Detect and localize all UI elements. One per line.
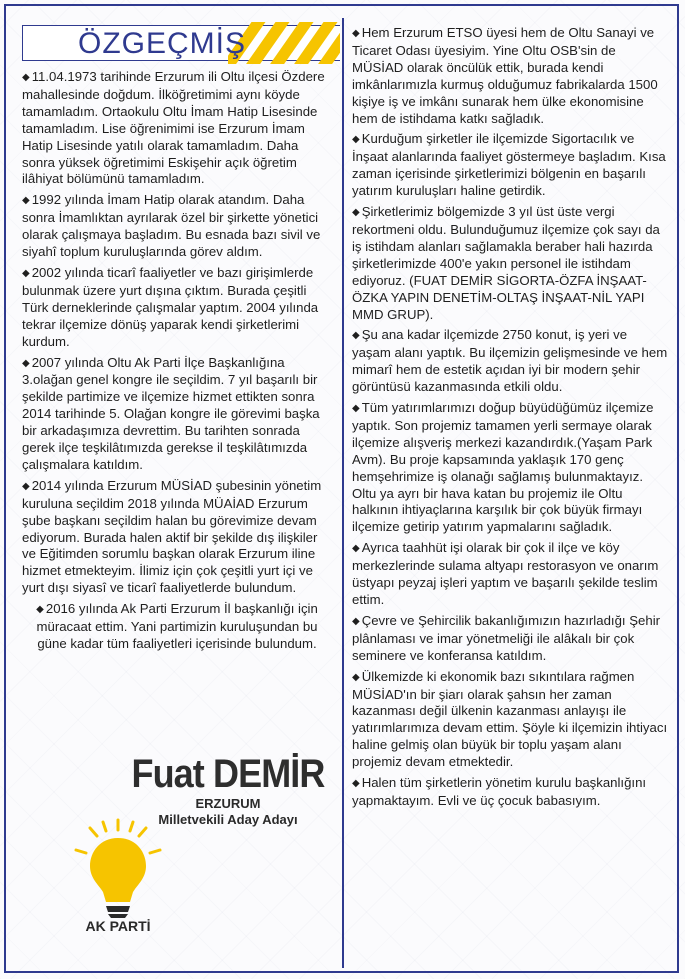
bullet-icon: ◆ <box>352 543 360 555</box>
paragraph-text: 1992 yılında İmam Hatip olarak atandım. Daha sonra İmamlıktan ayrılarak özel bir şirkette yönetici olarak çalışmaya başladım. Bu esnada bazı sivil ve siyahî toplum kuruluşlarında görev aldım. <box>22 192 321 260</box>
bullet-icon: ◆ <box>36 604 44 616</box>
left-paragraph <box>22 192 332 261</box>
bullet-icon: ◆ <box>352 134 360 146</box>
candidate-name: Fuat DEMİR <box>131 752 325 796</box>
bullet-icon: ◆ <box>352 207 360 219</box>
page-title: ÖZGEÇMİŞ <box>78 27 247 60</box>
paragraph-text: Ülkemizde ki ekonomik bazı sıkıntılara rağmen MÜSİAD'ın bir şiarı olarak şahsın her zaman kazanması değil ülkenin kazanması anlayışı ile yatırımlarımıza devam ettim. Şöyle ki ilçemizin ihtiyacı haline gelmiş olan büyük bir toplu yaşam alanı projemiz devam etmektedir. <box>352 668 668 770</box>
bullet-icon: ◆ <box>352 615 360 627</box>
right-paragraph <box>352 613 668 665</box>
party-name: AK PARTİ <box>85 918 151 934</box>
paragraph-text: Ayrıca taahhüt işi olarak bir çok il ilçe ve köy merkezlerinde sulama altyapı restorasyon ve onarım üstyapı peyzaj işleri yaptım ve başarılı şekilde teslim ettim. <box>352 540 659 607</box>
paragraph-text: Çevre ve Şehircilik bakanlığımızın hazırladığı Şehir plânlaması ve imar yönetmeliği ile alâkalı bir çok seminere ve konferansa katıldım. <box>352 612 661 663</box>
bullet-icon: ◆ <box>22 195 30 207</box>
candidate-city: ERZURUM <box>195 796 261 811</box>
paragraph-text: Şirketlerimiz bölgemizde 3 yıl üst üste vergi rekortmeni oldu. Bulunduğumuz ilçemize çok sayı da iş istihdam alanları sağlamakla beraber hali hazırda şirketlerimizde 400'e yakın personel ile istihdam ediyoruz. (FUAT DEMİR SİGORTA-ÖZFA İNŞAAT-ÖZKA YAPIN DENETİM-OLTAŞ İNŞAAT-NİL YAPI MMD GRUP). <box>352 204 660 322</box>
paragraph-text: Şu ana kadar ilçemizde 2750 konut, iş yeri ve yaşam alanı yaptık. Bu ilçemizin gelişmesinde ve hem mimarî hem de estetik açıdan iyi bir modern şehir görüntüsü kazanmasında etkili oldu. <box>352 327 668 395</box>
left-column <box>22 69 332 657</box>
left-paragraph <box>22 355 332 474</box>
paragraph-text: 11.04.1973 tarihinde Erzurum ili Oltu ilçesi Özdere mahallesinde doğdum. İlköğretimimi aynı köyde tamamladım. Ortaokulu Oltu İmam Hatip Lisesinde tamamladım. Lise öğrenimimi ise Erzurum İmam Hatip Lisesinde yatılı olarak tamamladım. Daha sonra yüksek öğretimimi Eskişehir açık öğretim ilâhiyat bölümünü tamamladım. <box>22 69 325 187</box>
right-paragraph <box>352 540 668 609</box>
paragraph-text: Kurduğum şirketler ile ilçemizde Sigortacılık ve İnşaat alanlarında faaliyet göstermeye başladım. Kısa zaman içerisinde şirketlerimizi bölgenin en başarılı yatırım kuruluşları haline getirdik. <box>352 131 666 199</box>
right-paragraph <box>352 204 668 323</box>
right-paragraph <box>352 25 668 127</box>
bullet-icon: ◆ <box>22 267 30 279</box>
signature-block <box>114 752 342 827</box>
bullet-icon: ◆ <box>22 480 30 492</box>
right-paragraph <box>352 669 668 771</box>
right-paragraph <box>352 327 668 396</box>
left-paragraph <box>22 601 332 653</box>
paragraph-text: Hem Erzurum ETSO üyesi hem de Oltu Sanayi ve Ticaret Odası üyesiyim. Yine Oltu OSB'sin de MÜSİAD olarak öncülük ettik, burada kendi imkânlarımızla kurmuş olduğumuz fabrikalarda 1500 kişiye iş ve imkânı sunarak hem ülke ekonomisine hem de istihdama katkı sağladık. <box>352 25 658 126</box>
paragraph-text: Halen tüm şirketlerin yönetim kurulu başkanlığını yapmaktayım. Evli ve üç çocuk babasıyım. <box>352 775 647 808</box>
bullet-icon: ◆ <box>352 330 360 342</box>
paragraph-text: Tüm yatırımlarımızı doğup büyüdüğümüz ilçemize yaptık. Son projemiz tamamen yerli sermaye olarak ilçemize alışveriş merkezi kazandırdık.(Yaşam Park Avm). Bu proje kapsamında yaklaşık 170 genç hemşehrimize iş olanağı sağlamış bulunmaktayız. Oltu ya ayrı bir hava katan bu projemiz ile Oltu halkının ihtiyaçlarına karşılık bir çok büyük firmayı ilçemize getirip yatırım yapmalarını sağladık. <box>352 400 654 535</box>
left-paragraph <box>22 478 332 597</box>
left-paragraph <box>22 69 332 188</box>
bullet-icon: ◆ <box>352 671 360 683</box>
right-paragraph <box>352 131 668 200</box>
right-column <box>352 25 668 814</box>
left-paragraph <box>22 265 332 351</box>
bullet-icon: ◆ <box>352 778 360 790</box>
bullet-icon: ◆ <box>352 28 360 39</box>
candidate-role: Milletvekili Aday Adayı <box>158 812 298 827</box>
bullet-icon: ◆ <box>352 403 360 415</box>
bullet-icon: ◆ <box>22 72 30 83</box>
right-paragraph <box>352 775 668 810</box>
column-divider <box>342 18 344 968</box>
paragraph-text: 2007 yılında Oltu Ak Parti İlçe Başkanlığına 3.olağan genel kongre ile seçildim. 7 yıl başarılı bir şekilde partimize ve ilçemize hizmet ettikten sonra 2014 tarihinde 5. Olağan kongre ile görevimi başka bir arkadaşımıza devrettim. Bu tarihten sonrada gerek ilçe teşkilâtımızda gerekse il teşkilâtımızda çalışmalara katıldım. <box>22 354 320 472</box>
right-paragraph <box>352 400 668 536</box>
paragraph-text: 2014 yılında Erzurum MÜSİAD şubesinin yönetim kuruluna seçildim 2018 yılında MÜAİAD Erzurum şube başkanı seçildim halan bu görevimize devam ediyorum. Burada halen aktif bir şekilde dış ilişkiler ve Eğitimden sorumlu başkan olarak Erzurum iline hizmet etmekteyim. İlimiz için çok çeşitli yurt içi ve yurt dışı siyasî ve ticarî faaliyetlerde bulundum. <box>22 477 322 596</box>
paragraph-text: 2002 yılında ticarî faaliyetler ve bazı girişimlerde bulunmak üzere yurt dışına çıktım. Burada çeşitli Türk derneklerinde çalışmalar yaptım. 2004 yılında tekrar ilçemize dönüş yaparak kendi şirketlerimi kurdum. <box>22 264 319 349</box>
bullet-icon: ◆ <box>22 357 30 369</box>
paragraph-text: 2016 yılında Ak Parti Erzurum İl başkanlığı için müracaat ettim. Yani partimizin kuruluşundan bu güne kadar tüm faaliyetleri içerisinde bulundum. <box>36 601 318 651</box>
